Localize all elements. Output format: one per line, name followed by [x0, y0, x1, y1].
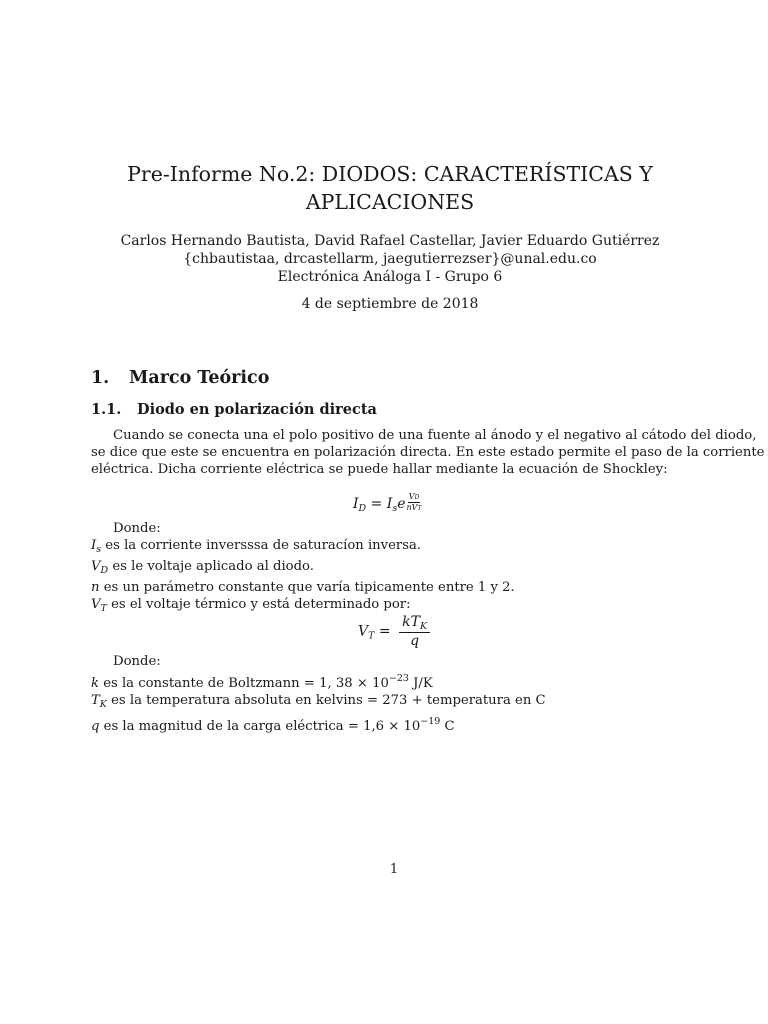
def-text: es la constante de Boltzmann = 1, 38 × 10 [99, 676, 389, 691]
shockley-equation [353, 492, 421, 514]
eq1-lhs-var: I [353, 496, 359, 512]
temperature-definition [91, 692, 691, 713]
eq1-exp-den: nV [406, 503, 418, 512]
def-symbol: q [91, 719, 100, 734]
definition-item [91, 579, 691, 596]
section-number: 1. [91, 368, 110, 388]
page-number: 1 [389, 862, 399, 877]
author-names: Carlos Hernando Bautista, David Rafael Castellar, Javier Eduardo Gutiérrez [120, 233, 660, 249]
course-line: Electrónica Análoga I - Grupo 6 [277, 269, 503, 285]
paragraph-line: se dice que este se encuentra en polarización directa. En este estado permite el paso de la corriente [91, 445, 765, 460]
donde-list-2 [91, 653, 691, 735]
def-text: es un parámetro constante que varía tipicamente entre 1 y 2. [99, 580, 515, 595]
def-text: es el voltaje térmico y está determinado por: [106, 597, 411, 612]
definition-item [91, 558, 691, 579]
def-symbol: n [91, 580, 100, 595]
thermal-voltage-equation [358, 614, 430, 649]
eq2-lhs-var: V [358, 623, 369, 640]
def-exponent: −23 [388, 673, 409, 684]
eq2-denominator: q [410, 633, 420, 649]
def-sub: K [99, 699, 107, 710]
eq1-exp-den-sub: T [417, 505, 422, 512]
def-exponent: −19 [420, 716, 441, 727]
donde-list-1 [91, 520, 691, 617]
def-text: es la temperatura absoluta en kelvins = 273 + temperatura en C [106, 693, 546, 708]
def-text: es la magnitud de la carga eléctrica = 1,6 × 10 [99, 719, 421, 734]
def-sub: s [96, 544, 102, 555]
def-sub: T [100, 603, 107, 614]
title-line-2: APLICACIONES [305, 190, 475, 214]
def-symbol: V [91, 559, 101, 574]
donde-label: Donde: [113, 521, 161, 536]
subsection-number: 1.1. [91, 401, 122, 418]
eq1-is-sub: s [392, 503, 398, 514]
paragraph-line: eléctrica. Dicha corriente eléctrica se puede hallar mediante la ecuación de Shockley: [91, 462, 668, 477]
eq2-lhs-sub: T [368, 630, 375, 642]
subsection-heading [91, 401, 377, 418]
def-text: es la corriente inversssa de saturacíon inversa. [101, 538, 422, 553]
def-unit: C [440, 719, 455, 734]
eq1-exponent [407, 492, 422, 513]
eq1-exp-num-sub: D [414, 494, 420, 501]
section-title: Marco Teórico [129, 368, 270, 388]
def-symbol: T [91, 693, 100, 708]
def-sub: D [100, 565, 109, 576]
eq1-is-var: I [386, 496, 393, 512]
section-heading [91, 368, 269, 388]
eq1-equals: = [370, 496, 383, 512]
title-line-1: Pre-Informe No.2: DIODOS: CARACTERÍSTICAS Y [127, 162, 653, 186]
def-symbol: I [91, 538, 97, 553]
paper-date: 4 de septiembre de 2018 [301, 296, 479, 312]
eq1-e: e [397, 496, 406, 512]
author-emails: {chbautistaa, drcastellarm, jaegutierrezser}@unal.edu.co [183, 251, 597, 267]
paper-title [90, 160, 690, 216]
charge-definition [91, 713, 691, 735]
eq1-exp-num: V [408, 492, 415, 501]
author-block [90, 232, 690, 286]
intro-paragraph [91, 427, 765, 478]
subsection-title: Diodo en polarización directa [137, 401, 377, 418]
boltzmann-definition [91, 670, 691, 692]
def-symbol: V [91, 597, 101, 612]
definition-item [91, 537, 691, 558]
def-symbol: k [91, 676, 99, 691]
eq1-lhs-sub: D [358, 503, 367, 514]
donde-label: Donde: [113, 654, 161, 669]
def-unit: J/K [408, 676, 433, 691]
eq2-fraction [399, 614, 430, 649]
paragraph-line: Cuando se conecta una el polo positivo de una fuente al ánodo y el negativo al cátodo del diodo, [113, 428, 757, 443]
eq2-equals: = [378, 623, 391, 640]
eq2-numerator-sub: K [419, 621, 428, 632]
eq2-numerator: kT [402, 614, 420, 630]
def-text: es le voltaje aplicado al diodo. [108, 559, 314, 574]
